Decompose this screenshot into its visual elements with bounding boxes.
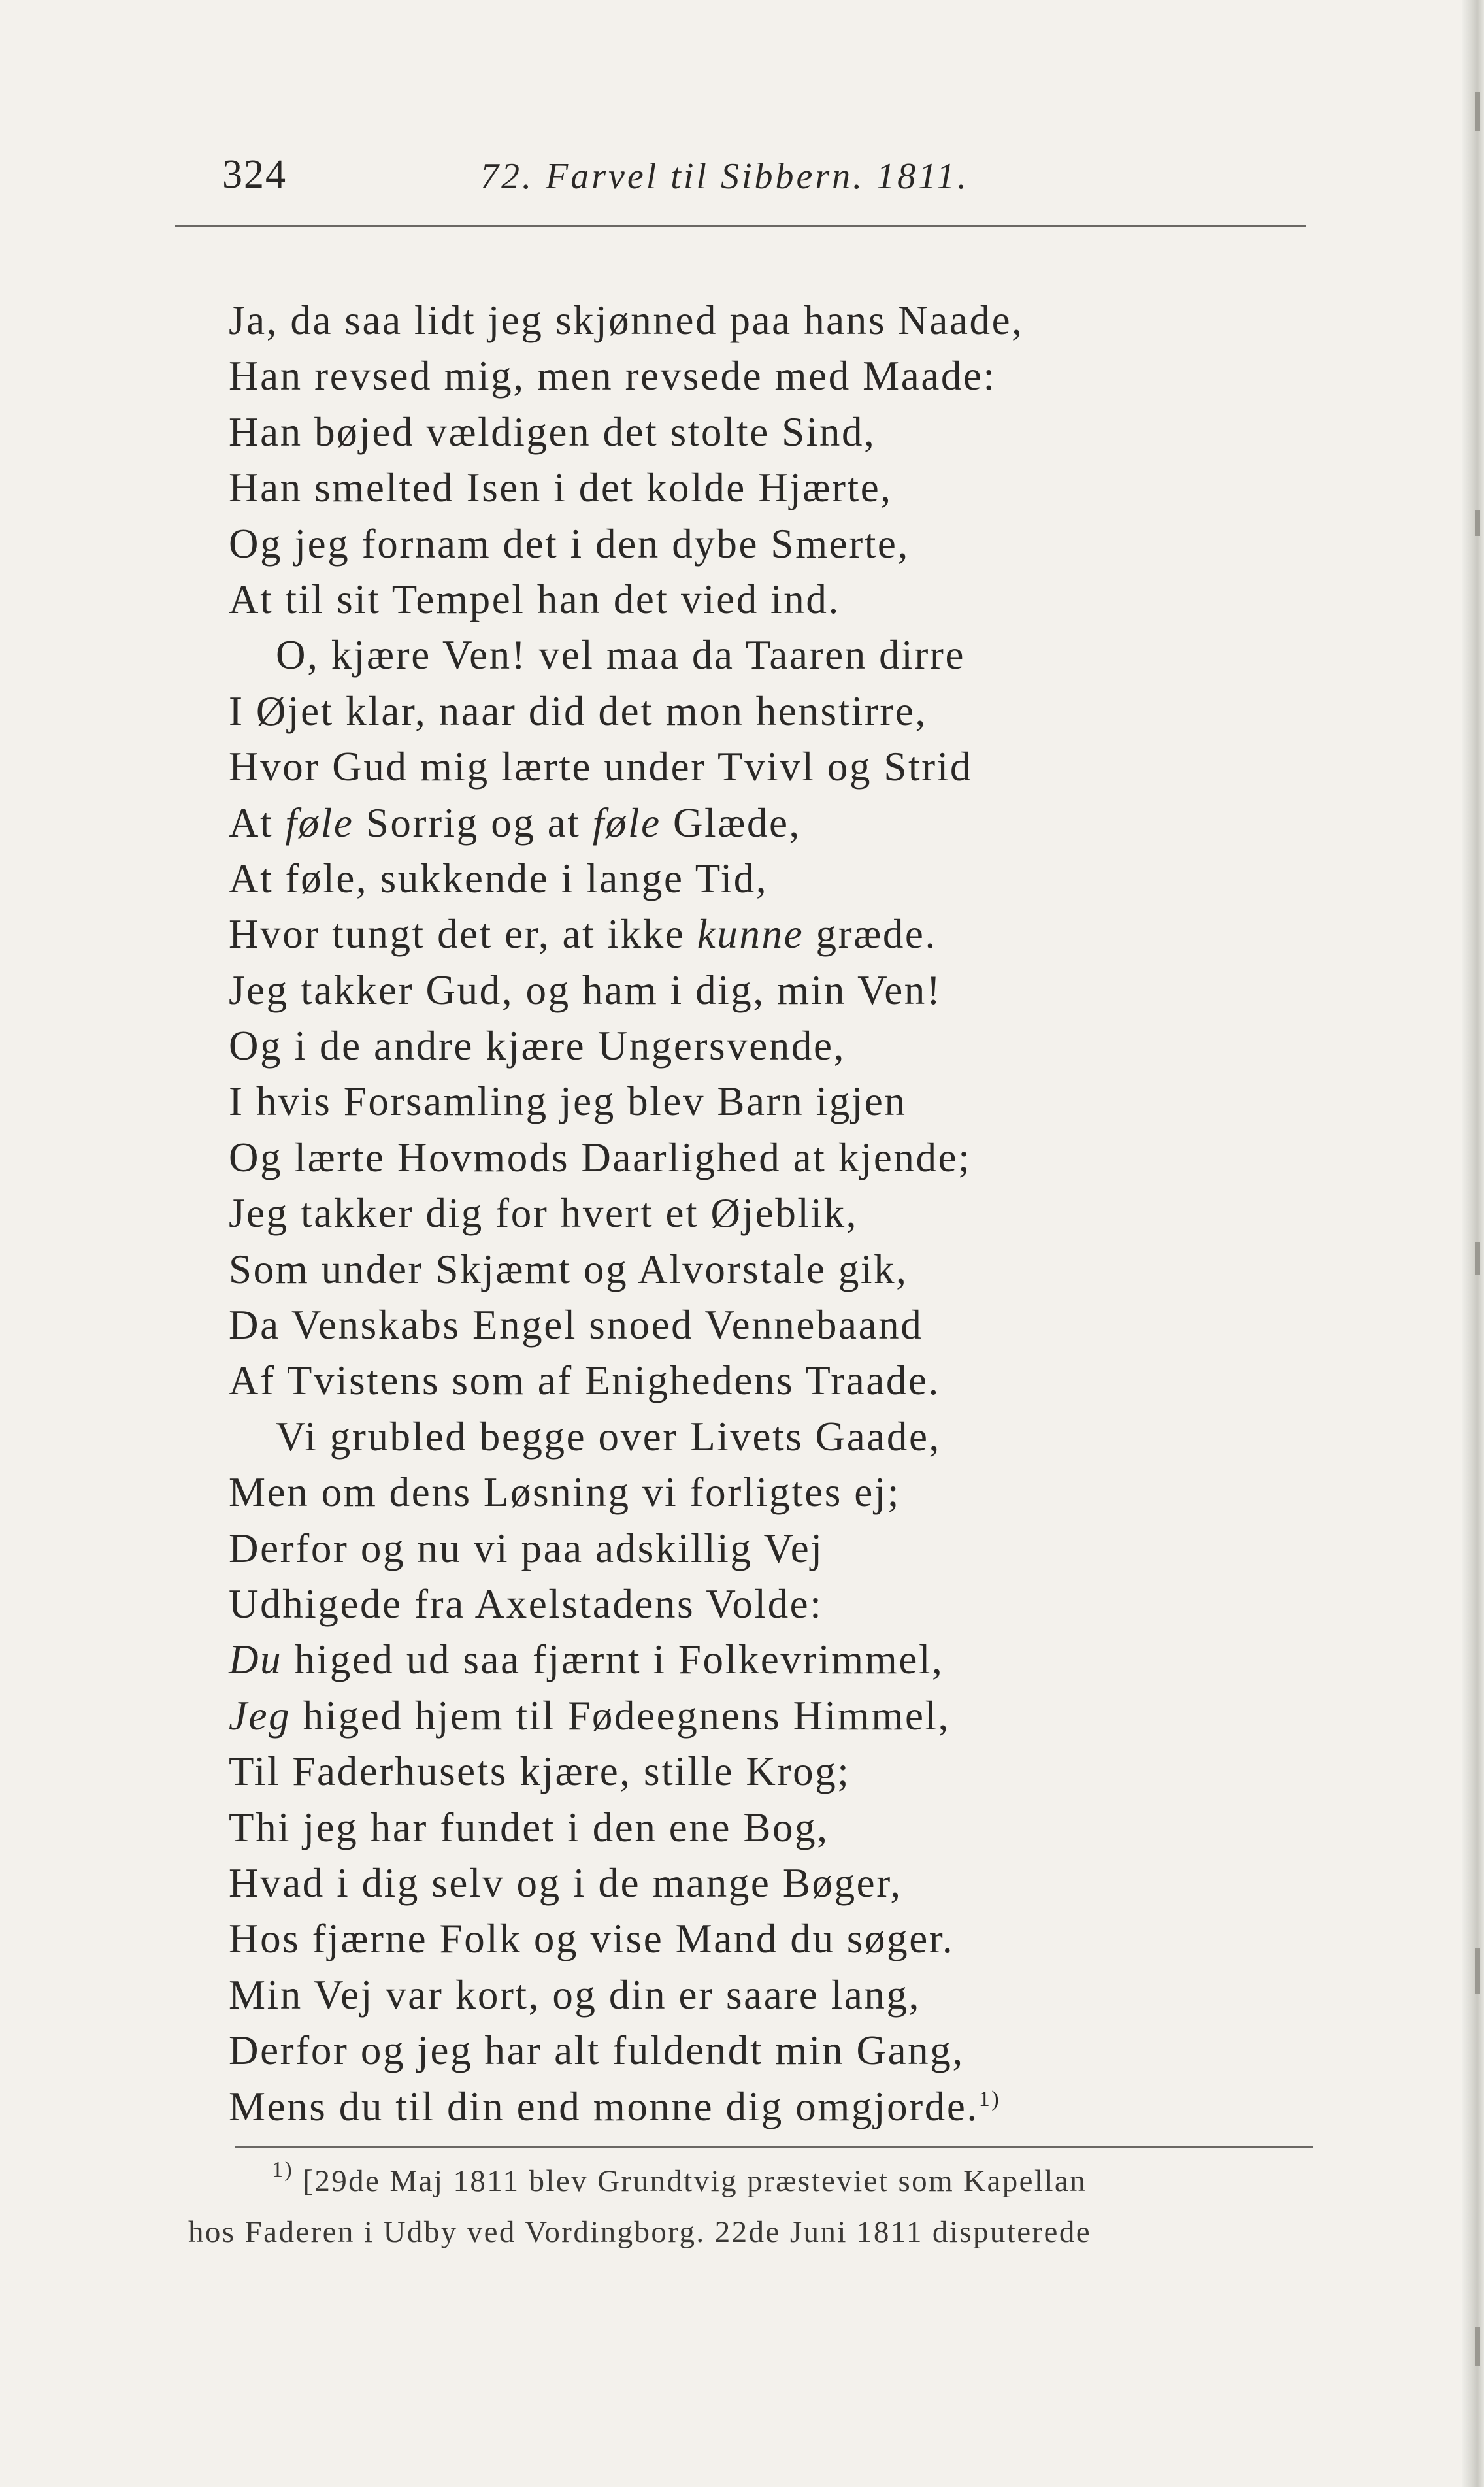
verse-text: Glæde, xyxy=(661,799,801,846)
verse-line xyxy=(229,2079,1327,2135)
verse-line xyxy=(229,405,1327,460)
verse-text: Udhigede fra Axelstadens Volde: xyxy=(229,1580,823,1627)
verse-line xyxy=(229,1744,1327,1799)
verse-line xyxy=(229,1353,1327,1409)
italic-word: kunne xyxy=(697,911,804,958)
verse-text: I hvis Forsamling jeg blev Barn igjen xyxy=(229,1078,907,1125)
verse-text: Og jeg fornam det i den dybe Smerte, xyxy=(229,520,910,567)
verse-line xyxy=(229,963,1327,1018)
verse-text: I Øjet klar, naar did det mon henstirre, xyxy=(229,688,927,734)
edge-mark xyxy=(1475,510,1480,536)
verse-line xyxy=(229,1800,1327,1856)
verse-line xyxy=(229,1409,1327,1465)
verse-text: O, kjære Ven! vel maa da Taaren dirre xyxy=(276,632,966,678)
verse-line xyxy=(229,1074,1327,1129)
verse-line xyxy=(229,293,1327,348)
verse-text: Jeg takker Gud, og ham i dig, min Ven! xyxy=(229,967,942,1013)
verse-text: Thi jeg har fundet i den ene Bog, xyxy=(229,1804,829,1850)
footnote-marker: 1) xyxy=(272,2158,294,2182)
verse-line xyxy=(229,1911,1327,1967)
verse-line xyxy=(229,627,1327,683)
verse-text: Hvad i dig selv og i de mange Bøger, xyxy=(229,1860,902,1906)
verse-text: Han smelted Isen i det kolde Hjærte, xyxy=(229,465,893,511)
verse-text: Hvor tungt det er, at ikke xyxy=(229,911,697,958)
page-edge xyxy=(1462,0,1484,2487)
verse-line xyxy=(229,1632,1327,1688)
italic-word: Jeg xyxy=(229,1692,291,1739)
verse-text: higed ud saa fjærnt i Folkevrimmel, xyxy=(282,1637,944,1683)
verse-line xyxy=(229,516,1327,572)
verse-text: Og i de andre kjære Ungersvende, xyxy=(229,1023,846,1069)
poem-text xyxy=(229,293,1327,2135)
running-head: 72. Farvel til Sibbern. 1811. xyxy=(480,156,969,197)
verse-text: Da Venskabs Engel snoed Vennebaand xyxy=(229,1302,923,1348)
verse-line xyxy=(229,1130,1327,1186)
italic-word: Du xyxy=(229,1637,283,1683)
page-number: 324 xyxy=(222,152,287,197)
footnote-text: hos Faderen i Udby ved Vordingborg. 22de Juni 1811 disputerede xyxy=(188,2215,1091,2249)
footnote-text: [29de Maj 1811 blev Grundtvig præsteviet som Kapellan xyxy=(303,2164,1087,2198)
verse-text: Hos fjærne Folk og vise Mand du søger. xyxy=(229,1916,955,1962)
footnote-line xyxy=(188,2207,1325,2258)
verse-line xyxy=(229,1688,1327,1744)
verse-line xyxy=(229,2023,1327,2078)
verse-text: At xyxy=(229,799,286,846)
edge-mark xyxy=(1475,1242,1480,1275)
verse-text: higed hjem til Fødeegnens Himmel, xyxy=(291,1692,950,1739)
verse-line xyxy=(229,1297,1327,1353)
verse-text: Vi grubled begge over Livets Gaade, xyxy=(276,1413,941,1460)
italic-word: føle xyxy=(285,799,354,846)
verse-text: Mens du til din end monne dig omgjorde. xyxy=(229,2083,979,2129)
verse-line xyxy=(229,1856,1327,1911)
verse-text: Han revsed mig, men revsede med Maade: xyxy=(229,353,997,399)
verse-text: At føle, sukkende i lange Tid, xyxy=(229,855,768,901)
verse-line xyxy=(229,460,1327,516)
verse-line xyxy=(229,739,1327,795)
edge-mark xyxy=(1475,92,1480,131)
verse-text: Derfor og jeg har alt fuldendt min Gang, xyxy=(229,2028,965,2074)
verse-text: Af Tvistens som af Enighedens Traade. xyxy=(229,1358,940,1404)
verse-text: Jeg takker dig for hvert et Øjeblik, xyxy=(229,1190,859,1237)
verse-text: Som under Skjæmt og Alvorstale gik, xyxy=(229,1246,908,1292)
footnote-line xyxy=(188,2156,1325,2207)
verse-line xyxy=(229,1018,1327,1074)
verse-text: græde. xyxy=(804,911,937,958)
verse-line xyxy=(229,795,1327,851)
verse-text: Ja, da saa lidt jeg skjønned paa hans Naade, xyxy=(229,297,1024,343)
footnote xyxy=(188,2156,1325,2258)
verse-line xyxy=(229,572,1327,627)
verse-text: Og lærte Hovmods Daarlighed at kjende; xyxy=(229,1134,972,1180)
verse-line xyxy=(229,1967,1327,2023)
edge-mark xyxy=(1475,2327,1480,2366)
edge-mark xyxy=(1475,1948,1480,1994)
verse-line xyxy=(229,684,1327,739)
verse-text: Min Vej var kort, og din er saare lang, xyxy=(229,1971,921,2018)
footnote-reference: 1) xyxy=(978,2086,1001,2111)
footnote-rule xyxy=(235,2146,1313,2148)
verse-text: Sorrig og at xyxy=(354,799,593,846)
italic-word: føle xyxy=(592,799,661,846)
verse-text: Til Faderhusets kjære, stille Krog; xyxy=(229,1748,851,1795)
verse-text: Men om dens Løsning vi forligtes ej; xyxy=(229,1469,900,1516)
verse-line xyxy=(229,1186,1327,1241)
verse-text: At til sit Tempel han det vied ind. xyxy=(229,576,840,622)
verse-line xyxy=(229,1465,1327,1520)
verse-line xyxy=(229,1242,1327,1297)
verse-line xyxy=(229,1577,1327,1632)
verse-text: Han bøjed vældigen det stolte Sind, xyxy=(229,409,876,455)
verse-text: Hvor Gud mig lærte under Tvivl og Strid xyxy=(229,744,972,790)
verse-line xyxy=(229,1521,1327,1577)
verse-text: Derfor og nu vi paa adskillig Vej xyxy=(229,1525,824,1571)
verse-line xyxy=(229,851,1327,907)
verse-line xyxy=(229,907,1327,962)
header-rule xyxy=(175,225,1306,227)
page-header xyxy=(222,152,1307,210)
verse-line xyxy=(229,348,1327,404)
